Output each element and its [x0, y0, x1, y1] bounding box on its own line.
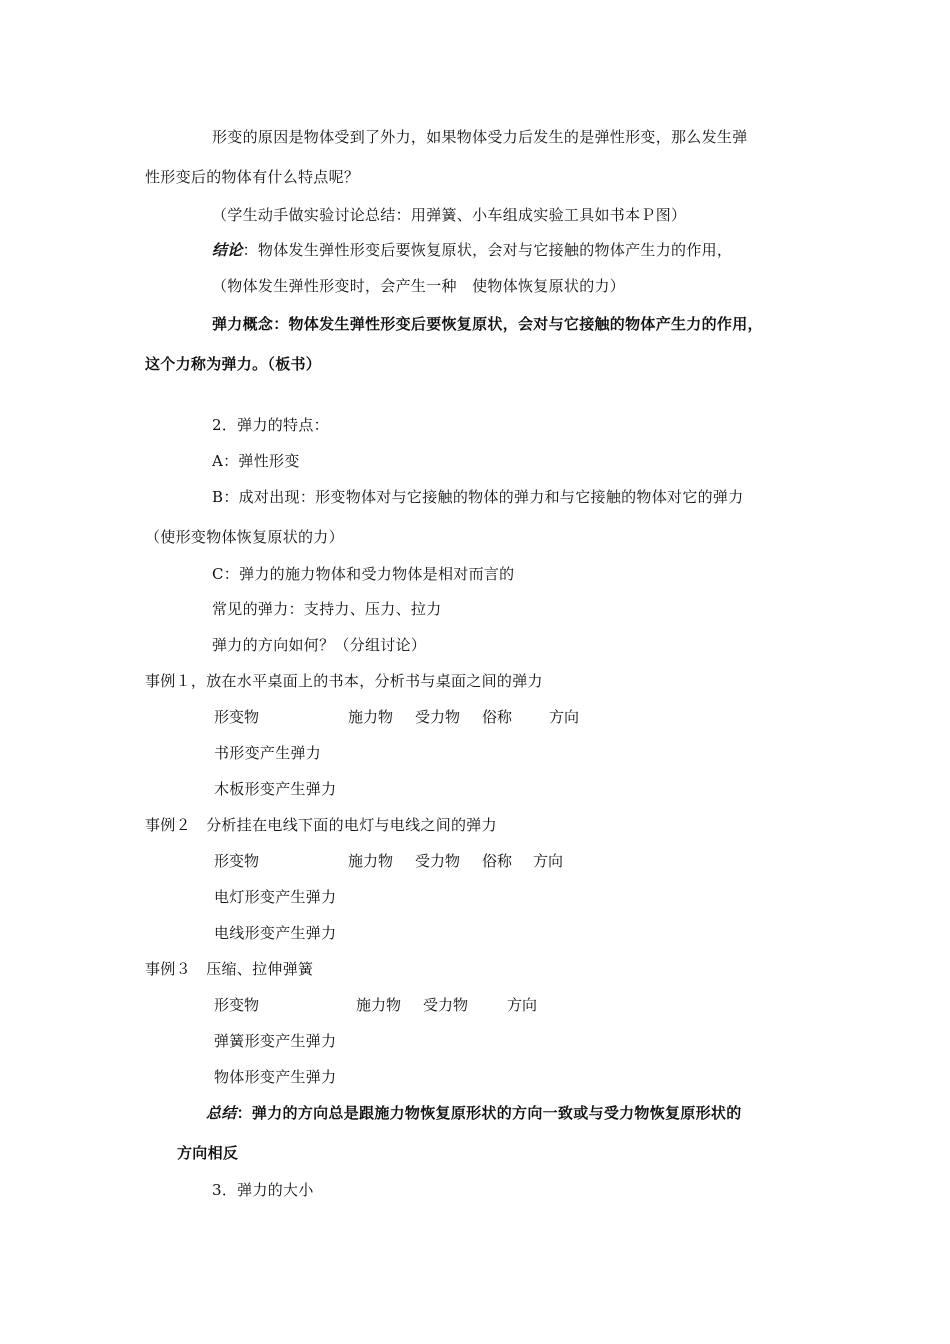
section-title: 3．弹力的大小: [212, 1181, 314, 1199]
header-cell: 俗称: [482, 708, 513, 726]
example-title: 事例２ 分析挂在电线下面的电灯与电线之间的弹力: [145, 816, 497, 834]
example-title: 事例１，放在水平桌面上的书本，分析书与桌面之间的弹力: [145, 672, 543, 690]
summary-colon: ：: [236, 1104, 252, 1122]
summary-line: [206, 1103, 742, 1123]
paragraph-line: 形变的原因是物体受到了外力，如果物体受力后发生的是弹性形变，那么发生弹: [212, 128, 748, 146]
experiment-note: （学生动手做实验讨论总结：用弹簧、小车组成实验工具如书本Ｐ图）: [212, 206, 687, 224]
example-row: 电线形变产生弹力: [214, 924, 337, 942]
concept-line: 这个力称为弹力。（板书）: [145, 355, 322, 373]
feature-b: B：成对出现：形变物体对与它接触的物体的弹力和与它接触的物体对它的弹力: [212, 488, 744, 506]
conclusion-note: （物体发生弹性形变时，会产生一种 使物体恢复原状的力）: [212, 277, 626, 295]
conclusion-text: 物体发生弹性形变后要恢复原状，会对与它接触的物体产生力的作用，: [257, 241, 733, 259]
conclusion-colon: ：: [242, 241, 258, 259]
header-cell: 形变物: [214, 852, 260, 870]
header-cell: 方向: [507, 996, 538, 1014]
header-cell: 受力物: [423, 996, 469, 1014]
example-row: 书形变产生弹力: [214, 744, 322, 762]
example-row: 木板形变产生弹力: [214, 780, 337, 798]
header-cell: 施力物: [348, 708, 394, 726]
header-cell: 形变物: [214, 708, 260, 726]
summary-text: 弹力的方向总是跟施力物恢复原形状的方向一致或与受力物恢复原形状的: [251, 1104, 742, 1122]
concept-line: 弹力概念：物体发生弹性形变后要恢复原状，会对与它接触的物体产生力的作用，: [212, 315, 763, 333]
header-cell: 受力物: [415, 852, 461, 870]
summary-line: 方向相反: [177, 1144, 239, 1162]
example-row: 物体形变产生弹力: [214, 1068, 337, 1086]
header-cell: 施力物: [356, 996, 402, 1014]
example-row: 弹簧形变产生弹力: [214, 1032, 337, 1050]
summary-label: 总结: [206, 1104, 237, 1122]
feature-b-note: （使形变物体恢复原状的力）: [145, 528, 344, 546]
header-cell: 受力物: [415, 708, 461, 726]
common-forces: 常见的弹力：支持力、压力、拉力: [212, 600, 442, 618]
header-cell: 俗称: [482, 852, 513, 870]
conclusion-line: [212, 240, 732, 260]
direction-question: 弹力的方向如何？（分组讨论）: [212, 636, 427, 654]
conclusion-label: 结论: [212, 241, 243, 259]
example-row: 电灯形变产生弹力: [214, 888, 337, 906]
feature-c: C：弹力的施力物体和受力物体是相对而言的: [212, 565, 515, 583]
section-title: 2．弹力的特点：: [212, 416, 329, 434]
header-cell: 方向: [533, 852, 564, 870]
header-cell: 形变物: [214, 996, 260, 1014]
header-cell: 施力物: [348, 852, 394, 870]
header-cell: 方向: [549, 708, 580, 726]
example-title: 事例３ 压缩、拉伸弹簧: [145, 960, 314, 978]
paragraph-line: 性形变后的物体有什么特点呢？: [145, 168, 360, 186]
feature-a: A：弹性形变: [212, 452, 300, 470]
